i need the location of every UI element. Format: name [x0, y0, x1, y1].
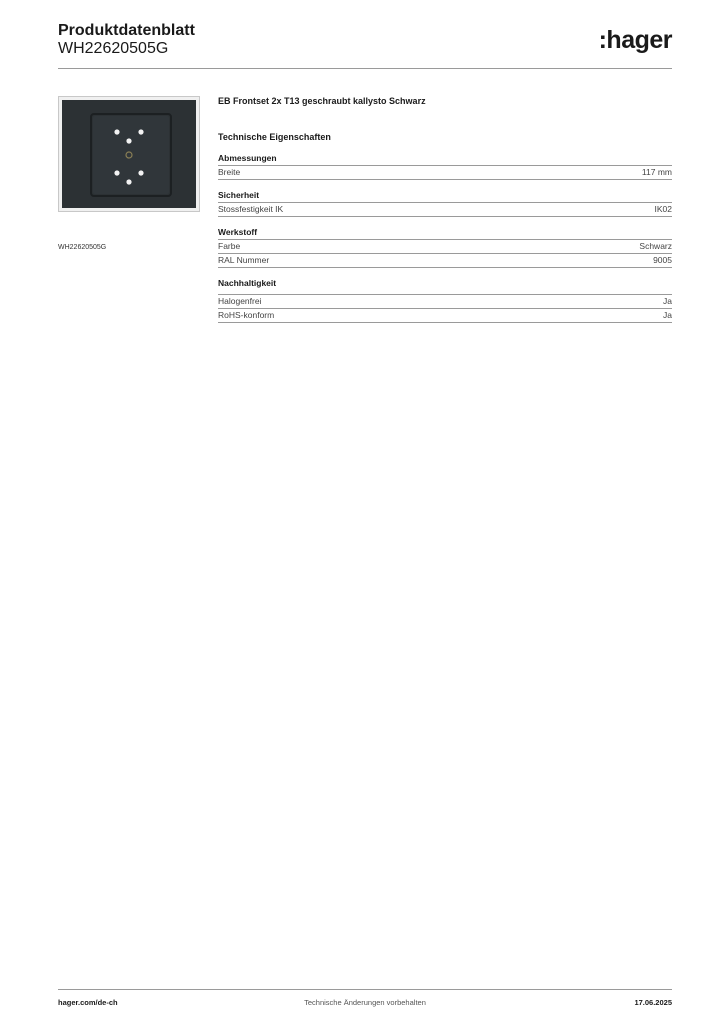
spec-value: 9005: [653, 255, 672, 265]
spec-content: [218, 95, 672, 323]
spec-group-sicherheit: [218, 190, 672, 217]
document-title: Produktdatenblatt: [58, 22, 195, 39]
product-code: WH22620505G: [58, 40, 169, 57]
header-divider: [58, 68, 672, 69]
spec-value: Schwarz: [639, 241, 672, 251]
spec-group-abmessungen: [218, 153, 672, 180]
spec-value: IK02: [654, 204, 672, 214]
product-image: [58, 96, 200, 212]
page-footer: [58, 998, 672, 1010]
section-title: Technische Eigenschaften: [218, 132, 331, 142]
spec-group-werkstoff: [218, 227, 672, 268]
footer-divider: [58, 989, 672, 990]
group-title: Nachhaltigkeit: [218, 278, 672, 295]
spec-label: RAL Nummer: [218, 255, 270, 265]
group-title: Werkstoff: [218, 227, 672, 240]
spec-value: Ja: [663, 310, 672, 320]
image-caption: WH22620505G: [58, 244, 107, 251]
spec-label: Halogenfrei: [218, 296, 262, 306]
footer-url[interactable]: hager.com/de-ch: [58, 998, 118, 1007]
spec-value: Ja: [663, 296, 672, 306]
spec-row: [218, 166, 672, 180]
spec-row: [218, 254, 672, 268]
spec-row: [218, 240, 672, 254]
group-title: Sicherheit: [218, 190, 672, 203]
spec-label: Breite: [218, 167, 241, 177]
spec-value: 117 mm: [641, 167, 672, 177]
spec-row: [218, 309, 672, 323]
footer-note: Technische Änderungen vorbehalten: [304, 998, 426, 1007]
group-title: Abmessungen: [218, 153, 672, 166]
spec-row: [218, 295, 672, 309]
hager-logo: :hager: [598, 26, 672, 54]
spec-label: RoHS-konform: [218, 310, 275, 320]
page-header: [58, 22, 672, 68]
spec-group-nachhaltigkeit: [218, 278, 672, 323]
double-socket-t13-image: [62, 100, 196, 208]
spec-row: [218, 203, 672, 217]
footer-date: 17.06.2025: [634, 998, 672, 1007]
spec-label: Farbe: [218, 241, 241, 251]
product-name: EB Frontset 2x T13 geschraubt kallysto Schwarz: [218, 96, 426, 106]
spec-label: Stossfestigkeit IK: [218, 204, 284, 214]
